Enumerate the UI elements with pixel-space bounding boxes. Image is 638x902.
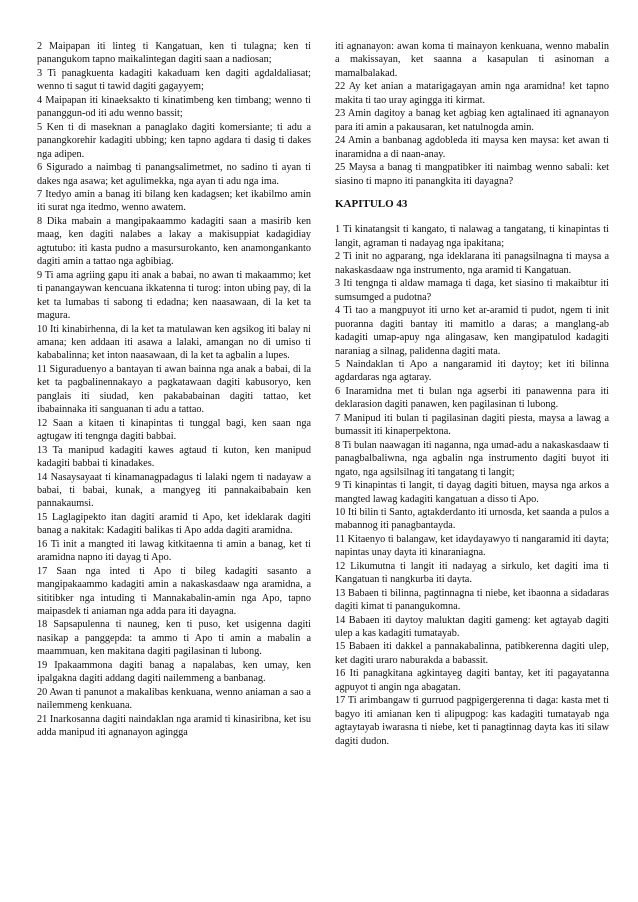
verse: 23 Amin dagitoy a banag ket agbiag ken agtalinaed iti agnanayon para iti amin a pakausaran, ket natulnogda amin.: [335, 108, 609, 133]
verse: 15 Babaen iti dakkel a pannakabalinna, patibkerenna dagiti ulep, ket dagiti uraro naburakda a babassit.: [335, 641, 609, 666]
verse: 2 Ti init no agparang, nga ideklarana iti panagsilnagna ti maysa a nakaskasdaaw nga instrumento, nga aramid ti Kangatuan.: [335, 251, 609, 276]
verse: 4 Maipapan iti kinaeksakto ti kinatimbeng ken timbang; wenno ti pananggun-od iti adu wenno bassit;: [37, 94, 311, 120]
verse: 20 Awan ti panunot a makalibas kenkuana, wenno aniaman a sao a nailemmeng kenkuana.: [37, 686, 311, 712]
verse: 13 Babaen ti bilinna, pagtinnagna ti niebe, ket ibaonna a sidadaras dagiti kimat ti panangukomna.: [335, 587, 609, 613]
verse: 7 Manipud iti bulan ti pagilasinan dagiti piesta, maysa a lawag a bumassit iti kinaperpektona.: [335, 412, 609, 438]
verse: 16 Iti panagkitana agkintayeg dagiti bantay, ket iti pagayatanna agpuyot ti angin nga abagatan.: [335, 668, 609, 693]
verse: 12 Likumutna ti langit iti nadayag a sirkulo, ket dagiti ima ti Kangatuan ti nangkurba iti dayta.: [335, 560, 609, 586]
verse: 11 Siguraduenyo a bantayan ti awan bainna nga anak a babai, di la ket ta pagbalinennakayo a pagkatawaan dagiti kabusoryo, ken panglais iti siudad, ken pakababainan dagiti tattao, ket ibabainnaka iti sanguanan ti adu a tattao.: [37, 363, 311, 416]
verse: 17 Ti arimbangaw ti gurruod pagpigergerenna ti daga: kasta met ti bagyo iti amianan ken ti alipugpog: kas kadagiti tumatayab nga agtaytayab iwarasna ti niebe, ket ti panagtinnag dayta kas iti silaw dagiti dudon.: [335, 695, 609, 747]
verse: 5 Ken ti di maseknan a panaglako dagiti komersiante; ti adu a panangkorehir kadagiti ubbing; ken tapno agdara ti dasig ti dakes nga adipen.: [37, 121, 311, 160]
verse: 5 Naindaklan ti Apo a nangaramid iti daytoy; ket iti bilinna agdardaras nga agtaray.: [335, 358, 609, 384]
verse: 1 Ti kinatangsit ti kangato, ti nalawag a tangatang, ti kinapintas ti langit, agraman ti nadayag nga ipakitana;: [335, 224, 609, 249]
verse: 18 Sapsapulenna ti nauneg, ken ti puso, ket usigenna dagiti nasikap a panggepda: ta ammo ti Apo ti amin a mabalin a maammuan, ken makitana dagiti pagilasinan ti lubong.: [37, 619, 311, 658]
verse: 7 Itedyo amin a banag iti bilang ken kadagsen; ket ikabilmo amin iti surat nga itedmo, wenno awatem.: [37, 188, 311, 214]
verse: 10 Iti kinabirhenna, di la ket ta matulawan ken agsikog iti balay ni amana; ken addaan iti asawa a lalaki, amangan no di umiso ti kababalinna; ket inton naasawaan, di la ket ta agbalin a lupes.: [37, 323, 311, 362]
right-verses-before: [335, 40, 609, 188]
verse: 25 Maysa a banag ti mangpatibker iti naimbag wenno sabali: ket siasino ti mapno iti panangkita iti dayagna?: [335, 162, 609, 187]
verse: 9 Ti ama agriing gapu iti anak a babai, no awan ti makaammo; ket ti panangaywan kencuana ikkatenna ti turog: inton ubing pay, di la ket ta lumabas ti sabong ti edadna; ken naasawaan, di la ket ta magura.: [37, 269, 311, 322]
verse: 22 Ay ket anian a matarigagayan amin nga aramidna! ket tapno makita ti tao uray agingga iti kirmat.: [335, 81, 609, 106]
verse: 12 Saan a kitaen ti kinapintas ti tunggal bagi, ken saan nga agtugaw iti tengnga dagiti babbai.: [37, 417, 311, 443]
verse: 6 Sigurado a naimbag ti panangsalimetmet, no sadino ti ayan ti dakes nga asawa; ket agulimekka, nga ayan ti adu nga ima.: [37, 162, 311, 187]
verse: 16 Ti init a mangted iti lawag kitkitaenna ti amin a banag, ket ti aramidna napno iti dayag ti Apo.: [37, 538, 311, 564]
left-column: [37, 40, 311, 880]
verse: 15 Laglagipekto itan dagiti aramid ti Apo, ket ideklarak dagiti banag a nakitak: Kadagiti balikas ti Apo adda dagiti aramidna.: [37, 511, 311, 537]
chapter-heading: KAPITULO 43: [335, 197, 408, 210]
verse: 4 Ti tao a mangpuyot iti urno ket ar-aramid ti pudot, ngem ti init puoranna dagiti bantay iti mamitlo a daras; a manglang-ab kadagiti umap-apuy nga alingasaw, ken mangipatulod kadagiti naraniag a silnag, palidenna dagiti mata.: [335, 305, 609, 357]
document-page: [37, 40, 609, 880]
right-verses-after: [335, 223, 609, 748]
verse: 10 Iti bilin ti Santo, agtakderdanto iti urnosda, ket saanda a pulos a mabannog iti panagbantayda.: [335, 506, 609, 532]
verse: 3 Ti panagkuenta kadagiti kakaduam ken dagiti agdaldaliasat; wenno ti sagut ti tawid dagiti gagayyem;: [37, 67, 311, 93]
verse: iti agnanayon: awan koma ti mainayon kenkuana, wenno mabalin a makissayan, ket saanna a kasapulan ti asinoman a mamalbalakad.: [335, 41, 609, 79]
verse: 17 Saan nga inted ti Apo ti bileg kadagiti sasanto a mangipakaammo kadagiti amin a nakaskasdaaw nga aramidna, a sititibker nga intuding ti Mannakabalin-amin nga Apo, tapno maipasdek ti aniaman nga adda para iti dayagna.: [37, 565, 311, 618]
verse: 8 Dika mabain a mangipakaammo kadagiti saan a masirib ken maag, ken dagiti nalabes a lakay a makisuppiat kadagidiay agtutubo: iti kasta pudno a masursurokanto, ken anamongankanto dagiti amin a tattao nga agbibiag.: [37, 215, 311, 268]
verse: 8 Ti bulan naawagan iti naganna, nga umad-adu a nakaskasdaaw ti panagbalbaliwna, nga agbalin nga instrumento dagiti buyot iti ngato, nga agsilsilnag iti tangatang ti langit;: [335, 439, 609, 478]
verse: 2 Maipapan iti linteg ti Kangatuan, ken ti tulagna; ken ti panangukom tapno maikalintegan dagiti saan a nadiosan;: [37, 41, 311, 66]
verse: 19 Ipakaammona dagiti banag a napalabas, ken umay, ken ipalgakna dagiti addang dagiti nailemmeng a banbanag.: [37, 659, 311, 685]
verse: 11 Kitaenyo ti balangaw, ket idaydayawyo ti nangaramid iti dayta; napintas unay dayta iti kinaraniagna.: [335, 533, 609, 559]
verse: 21 Inarkosanna dagiti naindaklan nga aramid ti kinasiribna, ket isu adda manipud iti agnanayon agingga: [37, 713, 311, 739]
verse: 14 Nasaysayaat ti kinamanagpadagus ti lalaki ngem ti nadayaw a babai, ti babai, kunak, a mangyeg iti pannakaibabain ken pannakaumsi.: [37, 471, 311, 510]
right-column: [335, 40, 609, 880]
verse: 13 Ta manipud kadagiti kawes agtaud ti kuton, ken manipud kadagiti babbai ti kinadakes.: [37, 444, 311, 470]
verse: 3 Iti tengnga ti aldaw mamaga ti daga, ket siasino ti makaibtur iti sumsumged a pudotna?: [335, 278, 609, 303]
verse: 9 Ti kinapintas ti langit, ti dayag dagiti bituen, maysa nga arkos a mangted lawag kadagiti kangatuan a disso ti Apo.: [335, 480, 609, 505]
verse: 24 Amin a banbanag agdobleda iti maysa ken maysa: ket awan ti inaramidna a di naan-anay.: [335, 135, 609, 160]
verse: 14 Babaen iti daytoy maluktan dagiti gameng: ket agtayab dagiti ulep a kas kadagiti tumatayab.: [335, 614, 609, 640]
verse: 6 Inaramidna met ti bulan nga agserbi iti panawenna para iti deklarasion dagiti panawen, ken pagilasinan ti lubong.: [335, 385, 609, 411]
